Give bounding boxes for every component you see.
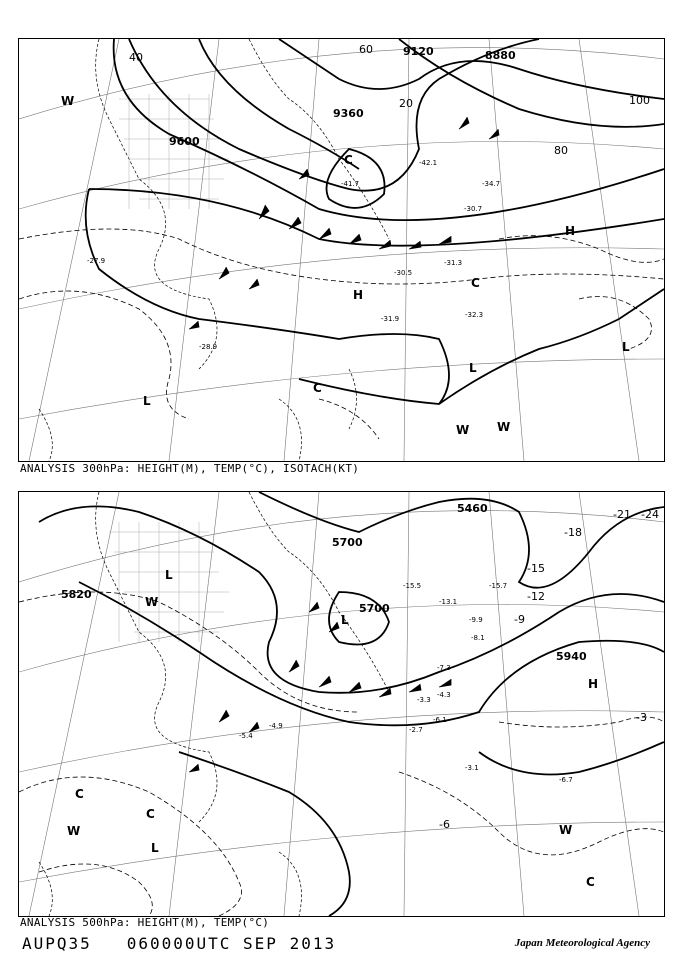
station-value: -3.1: [465, 764, 479, 772]
terrain-hatching: [119, 94, 229, 209]
temp-label: -30.7: [464, 205, 483, 213]
isotherm-label: -21: [613, 508, 631, 521]
isotherm-label: -24: [641, 508, 659, 521]
high-marker: H: [588, 677, 599, 691]
low-marker: L: [341, 613, 349, 627]
station-value: -4.3: [437, 691, 451, 699]
station-value: -4.9: [269, 722, 283, 730]
map-panel-300hpa: [18, 38, 665, 462]
cold-marker: C: [146, 807, 155, 821]
height-labels: [61, 502, 587, 663]
temp-label: -30.5: [394, 269, 413, 277]
low-marker: L: [622, 340, 630, 354]
graticule: [19, 492, 664, 916]
graticule: [19, 39, 664, 461]
station-value: -6.1: [433, 716, 447, 724]
cold-marker: C: [471, 276, 480, 290]
chart-code: AUPQ35: [22, 934, 92, 953]
low-marker: L: [165, 568, 173, 582]
station-value: -5.4: [239, 732, 253, 740]
height-label: 5700: [359, 602, 390, 615]
station-value: -15.5: [403, 582, 422, 590]
panel-caption-300hpa: ANALYSIS 300hPa: HEIGHT(M), TEMP(°C), ISOTACH(KT): [20, 462, 360, 475]
station-value: -7.3: [437, 664, 451, 672]
height-label: 9120: [403, 45, 434, 58]
warm-marker: W: [497, 420, 511, 434]
station-value: -6.7: [559, 776, 573, 784]
station-value: -15.7: [489, 582, 508, 590]
isotherm-label: -18: [564, 526, 582, 539]
height-contours: [86, 39, 664, 404]
isotherm-label: -15: [527, 562, 545, 575]
height-label: 5820: [61, 588, 92, 601]
coastline: [39, 492, 389, 916]
temp-label: -31.3: [444, 259, 463, 267]
station-value: -2.7: [409, 726, 423, 734]
isotherm-label: -6: [439, 818, 450, 831]
temp-label: -42.1: [419, 159, 438, 167]
station-value: -9.9: [469, 616, 483, 624]
isotherm-label: -3: [636, 711, 647, 724]
isotherms: [19, 592, 664, 916]
isotach-label: 80: [554, 144, 568, 157]
height-labels: [169, 45, 516, 148]
high-marker: H: [353, 288, 364, 302]
cold-marker: C: [75, 787, 84, 801]
height-label: 9360: [333, 107, 364, 120]
warm-marker: W: [145, 595, 159, 609]
agency-credit: Japan Meteorological Agency: [514, 937, 650, 949]
temp-label: -28.9: [199, 343, 218, 351]
valid-time: 060000UTC SEP 2013: [126, 934, 337, 953]
height-label: 8880: [485, 49, 516, 62]
height-label: 9600: [169, 135, 200, 148]
temp-label: -31.9: [381, 315, 400, 323]
cold-marker: C: [344, 153, 353, 167]
isotach-label: 20: [399, 97, 413, 110]
warm-marker: W: [67, 824, 81, 838]
isotach-label: 100: [629, 94, 650, 107]
isotach-label: 60: [359, 43, 373, 56]
low-marker: L: [469, 361, 477, 375]
map-500hpa-svg: [19, 492, 664, 916]
height-label: 5940: [556, 650, 587, 663]
temp-label: -27.9: [87, 257, 106, 265]
station-value: -8.1: [471, 634, 485, 642]
temp-label: -32.3: [465, 311, 484, 319]
wind-barbs: [189, 602, 451, 772]
cold-marker: C: [313, 381, 322, 395]
terrain-hatching: [109, 522, 229, 642]
high-marker: H: [565, 224, 576, 238]
warm-marker: W: [559, 823, 573, 837]
isotherm-labels: [439, 508, 659, 831]
temp-label: -41.7: [341, 180, 360, 188]
height-label: 5460: [457, 502, 488, 515]
station-value: -3.3: [417, 696, 431, 704]
low-marker: L: [143, 394, 151, 408]
pressure-systems: [61, 94, 630, 437]
chart-identifier: [22, 934, 336, 953]
map-300hpa-svg: [19, 39, 664, 461]
warm-marker: W: [456, 423, 470, 437]
map-panel-500hpa: [18, 491, 665, 917]
isotach-label: 40: [129, 51, 143, 64]
isotherm-label: -12: [527, 590, 545, 603]
panel-caption-500hpa: ANALYSIS 500hPa: HEIGHT(M), TEMP(°C): [20, 916, 270, 929]
height-label: 5700: [332, 536, 363, 549]
low-marker: L: [151, 841, 159, 855]
isotachs: [19, 229, 664, 439]
station-value: -13.1: [439, 598, 458, 606]
cold-marker: C: [586, 875, 595, 889]
temp-label: -34.7: [482, 180, 501, 188]
warm-marker: W: [61, 94, 75, 108]
isotherm-label: -9: [514, 613, 525, 626]
